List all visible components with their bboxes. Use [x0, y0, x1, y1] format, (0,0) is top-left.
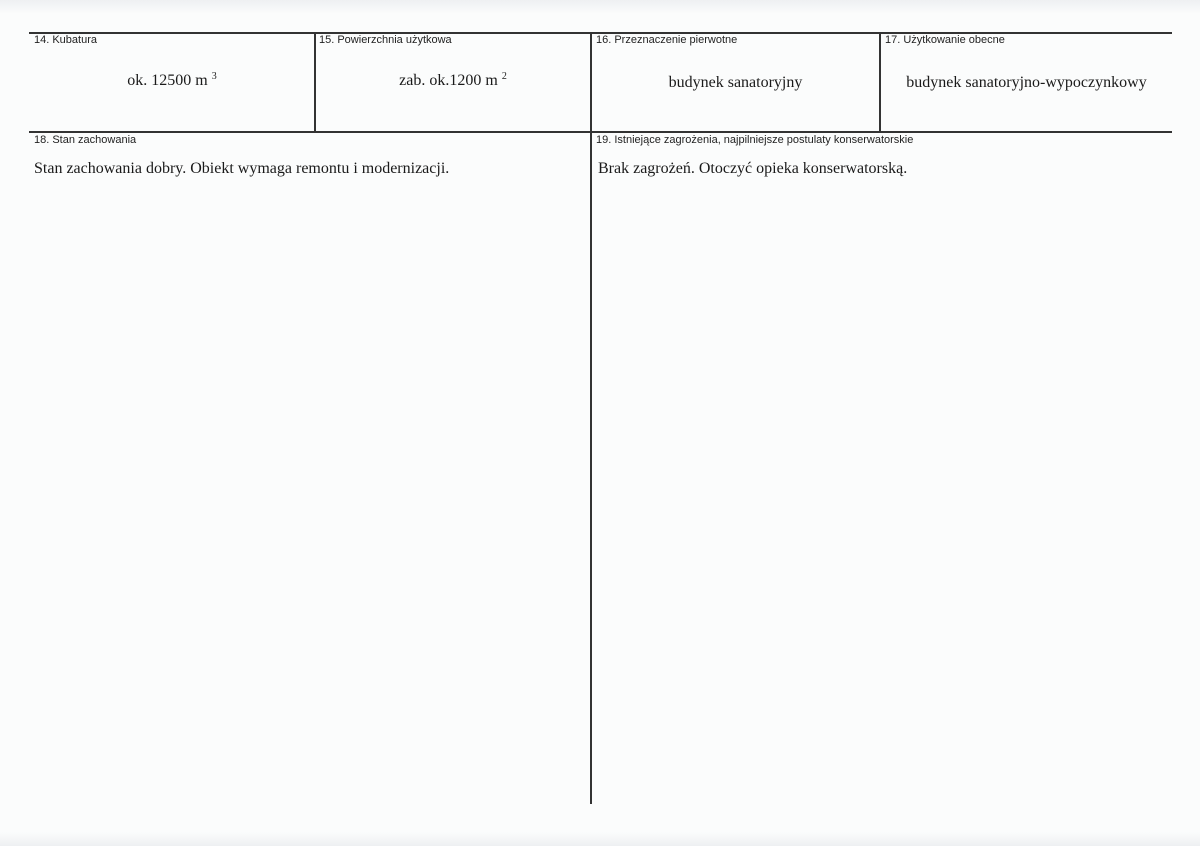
- field-15-unit-exponent: 2: [501, 70, 507, 82]
- field-14-number: ok. 12500: [127, 72, 192, 89]
- field-14-label: 14. Kubatura: [34, 34, 97, 46]
- field-19-label: 19. Istniejące zagrożenia, najpilniejsze postulaty konserwatorskie: [596, 134, 914, 146]
- field-16-label: 16. Przeznaczenie pierwotne: [596, 34, 738, 46]
- field-15-unit: m: [485, 72, 498, 89]
- field-17-label: 17. Użytkowanie obecne: [885, 34, 1005, 46]
- field-15-label: 15. Powierzchnia użytkowa: [319, 34, 452, 46]
- field-14-unit: m: [195, 72, 208, 89]
- field-19-value: Brak zagrożeń. Otoczyć opieka konserwatorską.: [598, 160, 908, 177]
- field-17-value: budynek sanatoryjno-wypoczynkowy: [906, 74, 1147, 91]
- field-16-value: budynek sanatoryjny: [668, 74, 803, 91]
- row-divider-line: [29, 131, 1172, 133]
- field-15-number: zab. ok.1200: [399, 72, 482, 89]
- field-14-value: [30, 72, 314, 90]
- field-15-value: [316, 72, 590, 90]
- field-18-label: 18. Stan zachowania: [34, 134, 137, 146]
- column-divider-line-2: [590, 32, 592, 804]
- field-14-unit-exponent: 3: [211, 70, 217, 82]
- field-18-value: Stan zachowania dobry. Obiekt wymaga remontu i modernizacji.: [34, 160, 450, 177]
